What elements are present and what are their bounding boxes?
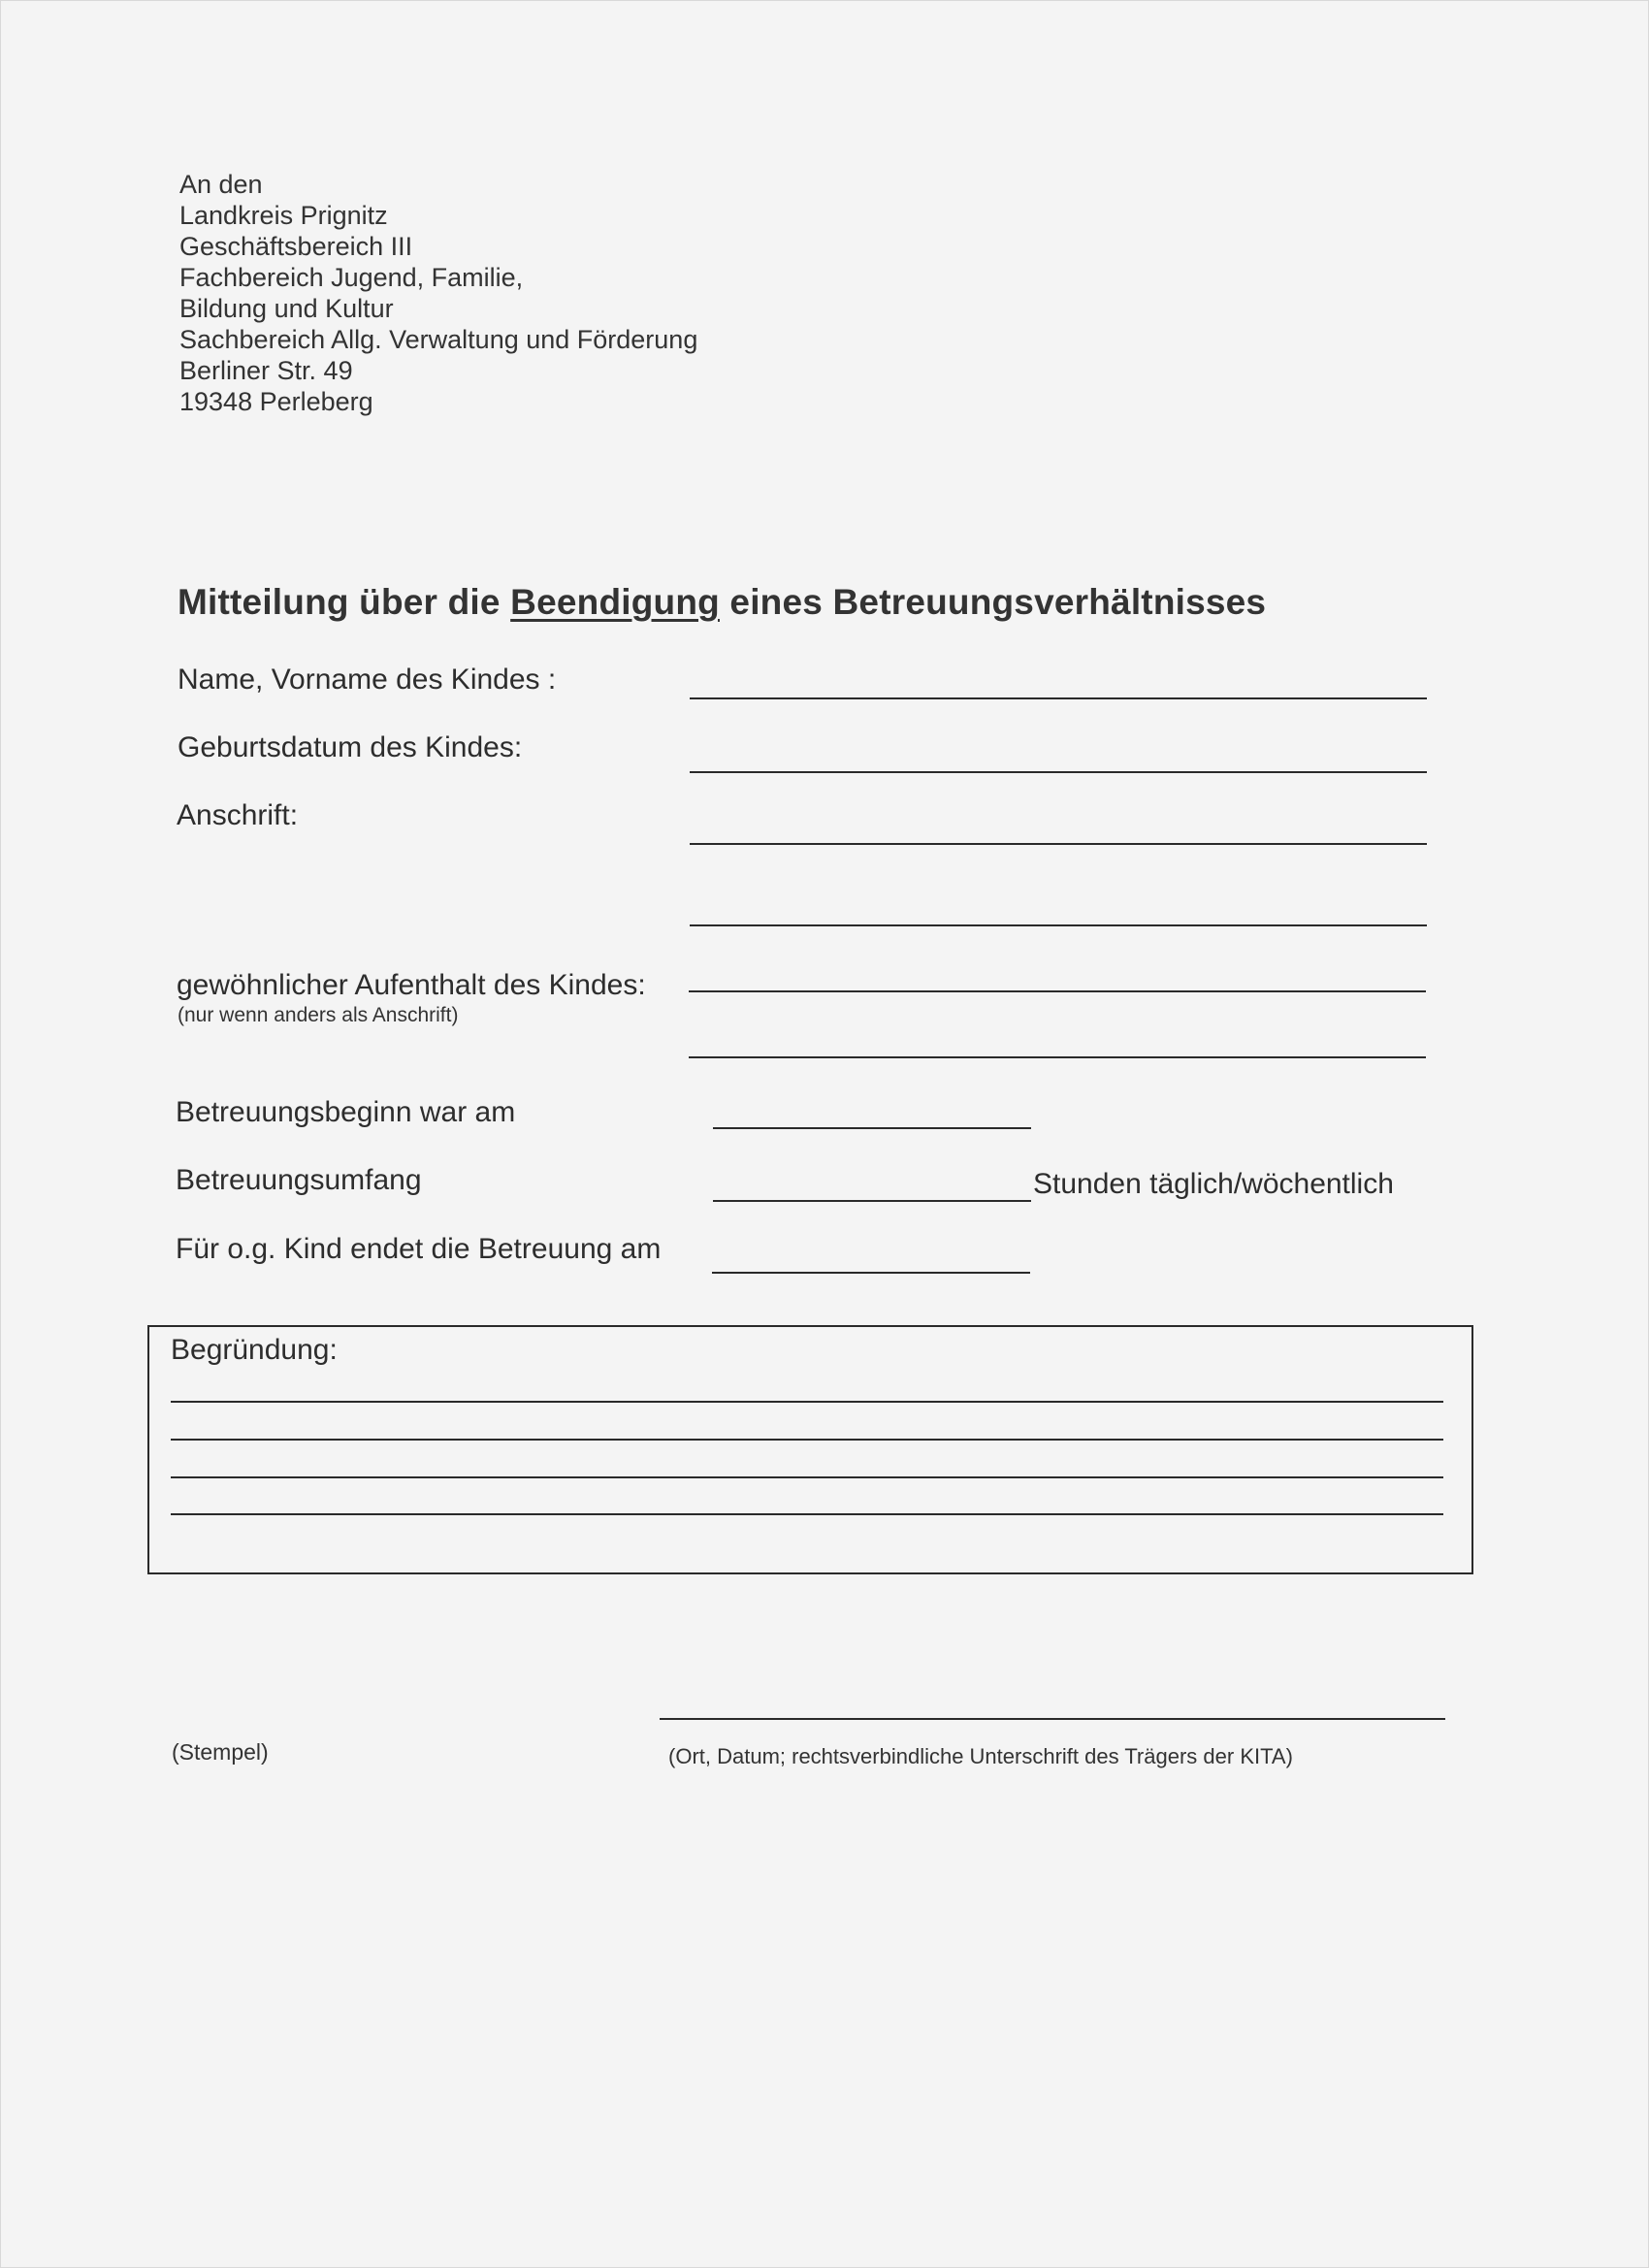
- title-part: Mitteilung über die: [178, 582, 511, 622]
- usual-residence-label: gewöhnlicher Aufenthalt des Kindes:: [177, 969, 646, 1001]
- reason-field-line-2[interactable]: [171, 1439, 1443, 1441]
- recipient-address: [179, 169, 697, 417]
- reason-box: [147, 1325, 1473, 1574]
- stamp-label: (Stempel): [172, 1739, 269, 1765]
- address-line: Bildung und Kultur: [179, 294, 394, 323]
- child-name-label: Name, Vorname des Kindes :: [178, 664, 557, 696]
- reason-field-line-3[interactable]: [171, 1476, 1443, 1478]
- child-name-field[interactable]: [690, 697, 1427, 699]
- address-line: Sachbereich Allg. Verwaltung und Förderung: [179, 325, 698, 354]
- care-end-field[interactable]: [712, 1272, 1030, 1274]
- reason-label: Begründung:: [171, 1334, 338, 1366]
- birth-date-label: Geburtsdatum des Kindes:: [178, 731, 523, 763]
- usual-residence-note: (nur wenn anders als Anschrift): [178, 1004, 459, 1026]
- care-end-label: Für o.g. Kind endet die Betreuung am: [176, 1233, 662, 1265]
- address-line: An den: [179, 170, 263, 199]
- signature-field[interactable]: [660, 1718, 1445, 1720]
- address-field-line-2[interactable]: [690, 924, 1427, 926]
- document-title: [178, 582, 1266, 623]
- reason-field-line-1[interactable]: [171, 1401, 1443, 1403]
- address-line: Berliner Str. 49: [179, 356, 353, 385]
- address-line: Fachbereich Jugend, Familie,: [179, 263, 524, 292]
- address-line: 19348 Perleberg: [179, 387, 373, 416]
- usual-residence-field-line-2[interactable]: [689, 1056, 1426, 1058]
- care-start-field[interactable]: [713, 1127, 1031, 1129]
- address-line: Landkreis Prignitz: [179, 201, 388, 230]
- title-part: eines Betreuungsverhältnisses: [719, 582, 1267, 622]
- address-field-line-1[interactable]: [690, 843, 1427, 845]
- birth-date-field[interactable]: [690, 771, 1427, 773]
- care-scope-field[interactable]: [713, 1200, 1031, 1202]
- address-label: Anschrift:: [177, 799, 299, 831]
- reason-field-line-4[interactable]: [171, 1513, 1443, 1515]
- signature-caption: (Ort, Datum; rechtsverbindliche Unterschrift des Trägers der KITA): [668, 1744, 1293, 1768]
- care-start-label: Betreuungsbeginn war am: [176, 1096, 516, 1128]
- care-scope-suffix: Stunden täglich/wöchentlich: [1033, 1168, 1394, 1200]
- address-line: Geschäftsbereich III: [179, 232, 413, 261]
- title-emphasis: Beendigung: [510, 582, 720, 622]
- usual-residence-field-line-1[interactable]: [689, 990, 1426, 992]
- care-scope-label: Betreuungsumfang: [176, 1164, 422, 1196]
